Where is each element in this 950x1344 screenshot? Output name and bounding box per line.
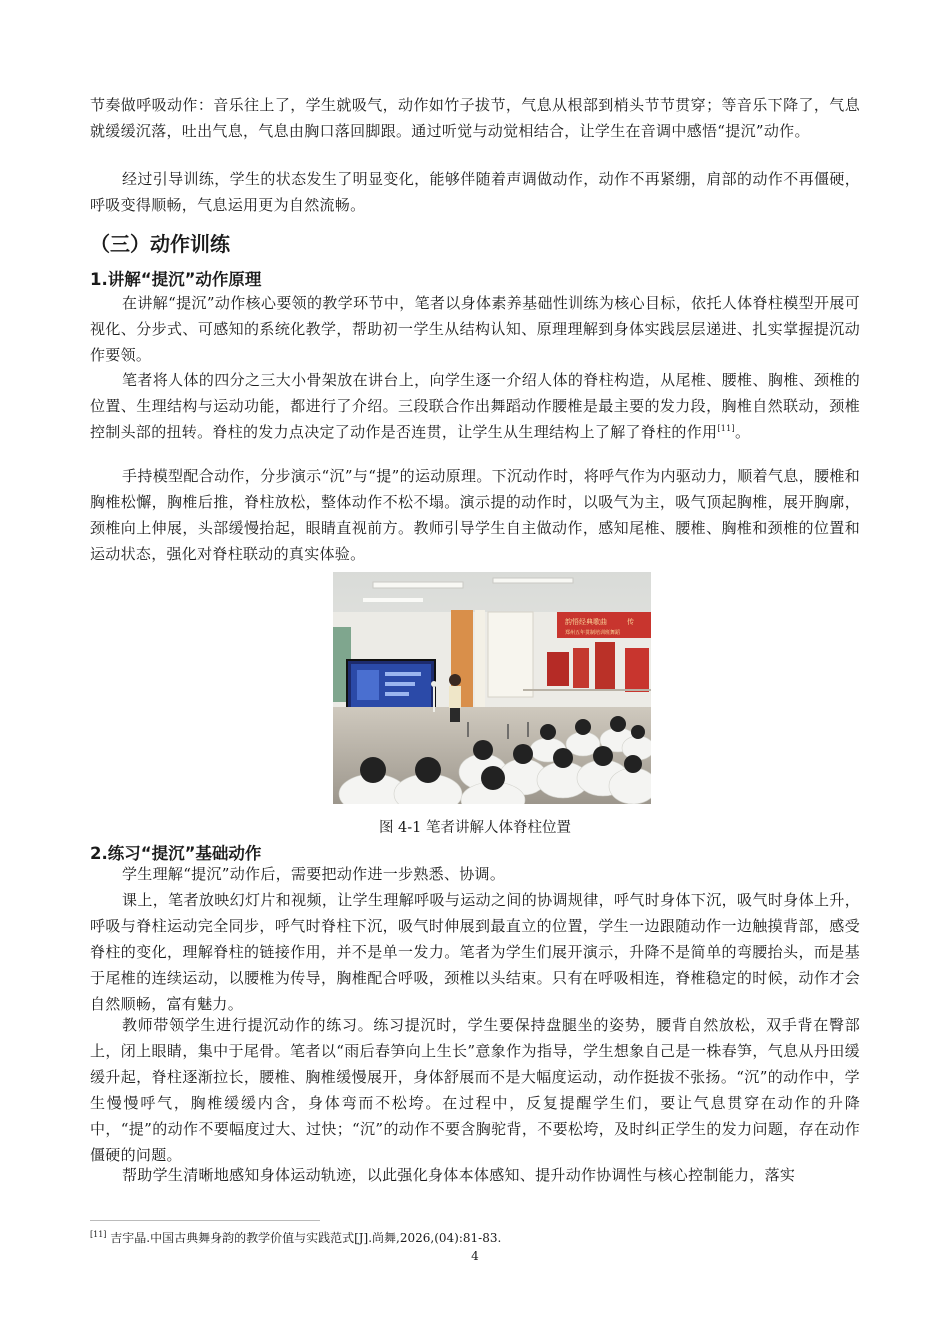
footnote-divider <box>90 1220 320 1221</box>
banner-text-left: 韵悟经典歌曲 <box>565 618 607 626</box>
citation-ref-11: [11] <box>717 424 735 433</box>
paragraph-demonstration: 手持模型配合动作，分步演示“沉”与“提”的运动原理。下沉动作时，将呼气作为内驱动力，顺着气息，腰椎和胸椎松懈，胸椎后推，脊柱放松，整体动作不松不塌。演示提的动作时，以吸气为主，吸气顶起胸椎，展开胸廓，颈椎向上伸展，头部缓慢抬起，眼睛直视前方。教师引导学生自主做动作，感知尾椎、腰椎、胸椎和颈椎的位置和运动状态，强化对脊柱联动的真实体验。 <box>90 467 860 563</box>
paragraph-slides-video: 课上，笔者放映幻灯片和视频，让学生理解呼吸与运动之间的协调规律，呼气时身体下沉，吸气时身体上升，呼吸与脊柱运动完全同步，呼气时脊柱下沉，吸气时伸展到最直立的位置，学生一边跟随动作一边触摸背部，感受脊柱的变化，理解脊柱的链接作用，并不是单一发力。笔者为学生们展开演示，升降不是简单的弯腰抬头，而是基于尾椎的连续运动，以腰椎为传导，胸椎配合呼吸，颈椎以头结束。只有在呼吸相连，脊椎稳定的时候，动作才会自然顺畅，富有魅力。 <box>90 891 860 1013</box>
banner-text-right: 传 <box>627 618 634 626</box>
paragraph-breathing-rhythm: 节奏做呼吸动作：音乐往上了，学生就吸气，动作如竹子拔节，气息从根部到梢头节节贯穿；等音乐下降了，气息就缓缓沉落，吐出气息，气息由胸口落回脚跟。通过听觉与动觉相结合，让学生在音调中感悟“提沉”动作。 <box>90 96 860 140</box>
classroom-photo-drawing <box>333 572 651 804</box>
paragraph-practice-intro: 学生理解“提沉”动作后，需要把动作进一步熟悉、协调。 <box>122 865 506 883</box>
paragraph-body-awareness: 帮助学生清晰地感知身体运动轨迹，以此强化身体本体感知、提升动作协调性与核心控制能力，落实 <box>122 1166 796 1184</box>
paragraph-teaching-goal: 在讲解“提沉”动作核心要领的教学环节中，笔者以身体素养基础性训练为核心目标，依托人体脊柱模型开展可视化、分步式、可感知的系统化教学，帮助初一学生从结构认知、原理理解到身体实践层层递进、扎实掌握提沉动作要领。 <box>90 294 860 364</box>
page-number: 4 <box>471 1249 479 1263</box>
banner-text-line2: 郑州五年贯制培训班舞蹈 <box>565 630 621 636</box>
paragraph-spine-end: 。 <box>734 423 751 441</box>
footnote-text: 吉宇晶.中国古典舞身韵的教学价值与实践范式[J].尚舞,2026,(04):81-83. <box>110 1231 502 1245</box>
section-heading-action-training: （三）动作训练 <box>90 232 230 256</box>
paragraph-spine-text: 笔者将人体的四分之三大小骨架放在讲台上，向学生逐一介绍人体的脊柱构造，从尾椎、腰椎、胸椎、颈椎的位置、生理结构与运动功能，都进行了介绍。三段联合作出舞蹈动作腰椎是最主要的发力段，胸椎自然联动，颈椎控制头部的扭转。脊柱的发力点决定了动作是否连贯，让学生从生理结构上了解了脊柱的作用 <box>90 371 860 441</box>
footnote-ref: [11] <box>90 1230 107 1239</box>
subheading-practice-basics: 2.练习“提沉”基础动作 <box>90 844 262 863</box>
paragraph-practice-method: 教师带领学生进行提沉动作的练习。练习提沉时，学生要保持盘腿坐的姿势，腰背自然放松，双手背在臀部上，闭上眼睛，集中于尾骨。笔者以“雨后春笋向上生长”意象作为指导，学生想象自己是一株春笋，气息从丹田缓缓升起，脊柱逐渐拉长，腰椎、胸椎缓慢展开，身体舒展而不是大幅度运动，动作挺拔不张扬。“沉”的动作中，学生慢慢呼气，胸椎缓缓内含，身体弯而不松垮。在过程中，反复提醒学生们，要让气息贯穿在动作的升降中，“提”的动作不要幅度过大、过快；“沉”的动作不要含胸驼背，不要松垮，及时纠正学生的发力问题，存在动作僵硬的问题。 <box>90 1016 860 1164</box>
paragraph-training-result: 经过引导训练，学生的状态发生了明显变化，能够伴随着声调做动作，动作不再紧绷，肩部的动作不再僵硬，呼吸变得顺畅，气息运用更为自然流畅。 <box>90 170 860 214</box>
paragraph-spine-structure <box>90 367 860 445</box>
figure-caption: 图 4-1 笔者讲解人体脊柱位置 <box>378 820 572 836</box>
classroom-photo <box>333 572 651 804</box>
subheading-explain-principle: 1.讲解“提沉”动作原理 <box>90 270 262 289</box>
footnote <box>90 1229 501 1246</box>
